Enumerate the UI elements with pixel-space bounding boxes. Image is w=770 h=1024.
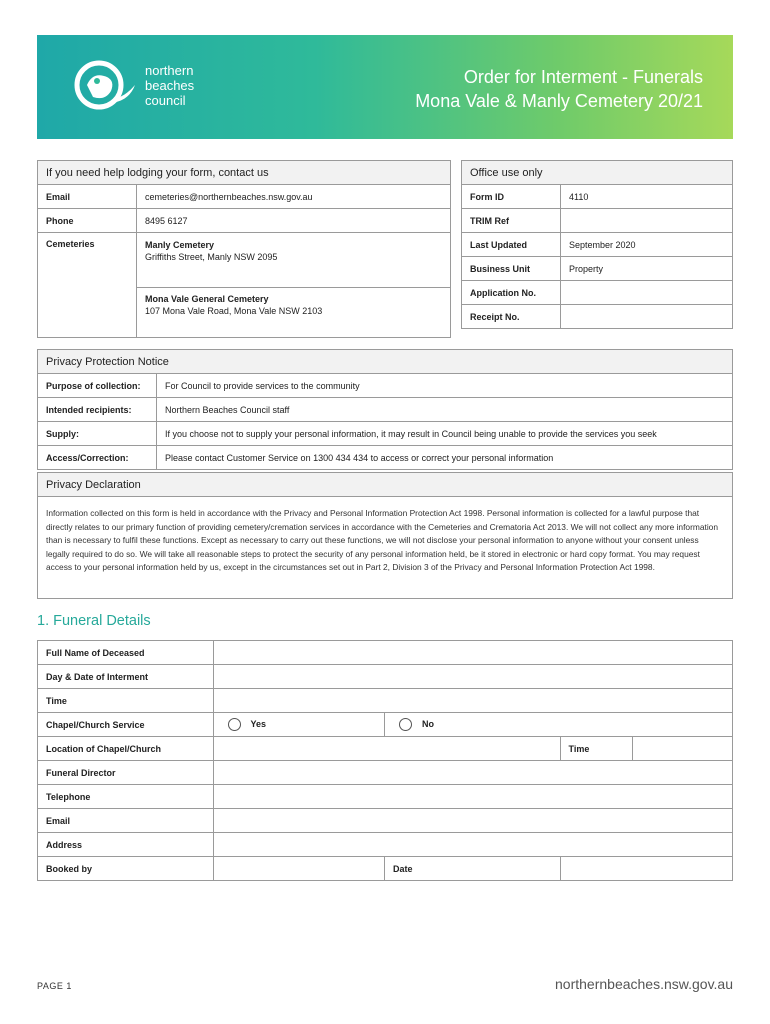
funeral-director-label: Funeral Director [38,761,214,785]
chapel-time-label: Time [560,737,633,761]
telephone-field[interactable] [213,785,732,809]
office-label: Business Unit [462,257,561,281]
chapel-yes-option[interactable]: Yes [213,713,384,737]
address-label: Address [38,833,214,857]
chapel-location-field[interactable] [213,737,560,761]
office-use-heading: Office use only [462,161,733,185]
privacy-label: Supply: [38,422,157,446]
funeral-details-table [37,640,733,881]
cemeteries-label: Cemeteries [38,233,137,338]
privacy-label: Purpose of collection: [38,374,157,398]
full-name-field[interactable] [213,641,732,665]
office-value [561,209,733,233]
time-label: Time [38,689,214,713]
office-label: TRIM Ref [462,209,561,233]
office-label: Form ID [462,185,561,209]
phone-value: 8495 6127 [137,209,451,233]
contact-heading: If you need help lodging your form, contact us [38,161,451,185]
chapel-time-field[interactable] [633,737,733,761]
date-label: Date [384,857,560,881]
office-value: September 2020 [561,233,733,257]
address-field[interactable] [213,833,732,857]
privacy-notice-heading: Privacy Protection Notice [38,350,733,374]
phone-label: Phone [38,209,137,233]
date-field[interactable] [560,857,733,881]
funeral-director-field[interactable] [213,761,732,785]
office-label: Receipt No. [462,305,561,329]
form-title: Order for Interment - Funerals Mona Vale & Manly Cemetery 20/21 [415,67,703,111]
email-label: Email [38,185,137,209]
office-value: 4110 [561,185,733,209]
privacy-value: Please contact Customer Service on 1300 434 434 to access or correct your personal information [157,446,733,470]
chapel-no-option[interactable]: No [384,713,732,737]
chapel-service-label: Chapel/Church Service [38,713,214,737]
privacy-declaration-heading: Privacy Declaration [38,473,732,497]
website-link[interactable]: northernbeaches.nsw.gov.au [555,976,733,992]
funeral-details-heading: 1. Funeral Details [37,613,151,629]
yes-radio-icon[interactable] [228,718,241,731]
council-logo-text: northern beaches council [145,63,195,108]
office-use-table [461,160,733,329]
email-field[interactable] [213,809,732,833]
privacy-label: Intended recipients: [38,398,157,422]
office-value [561,281,733,305]
interment-date-label: Day & Date of Interment [38,665,214,689]
email-label: Email [38,809,214,833]
privacy-value: If you choose not to supply your personal information, it may result in Council being unable to provide the services you seek [157,422,733,446]
interment-date-field[interactable] [213,665,732,689]
booked-by-field[interactable] [213,857,384,881]
privacy-notice-table [37,349,733,470]
full-name-label: Full Name of Deceased [38,641,214,665]
time-field[interactable] [213,689,732,713]
no-radio-icon[interactable] [399,718,412,731]
cemetery-manly: Manly Cemetery Griffiths Street, Manly NSW 2095 [137,233,451,288]
cemetery-mona-vale: Mona Vale General Cemetery 107 Mona Vale Road, Mona Vale NSW 2103 [137,288,451,338]
privacy-declaration-text: Information collected on this form is held in accordance with the Privacy and Personal Information Protection Act 1998. Personal information is collected for a lawful purpose that directly relates to our primary function of providing cemetery/cremation services in accordance with the Cemeteries and Crematoria Act 2013. We will not collect any more information than is necessary to fulfil these functions. Except as necessary to carry out these functions, we will not disclose your personal information to anyone without your consent unless legally required to do so. We will take all reasonable steps to protect the security of any personal information held, be it stored in electronic or hard copy format. You may request access to your personal information held by us, except in the circumstances set out in Part 2, Division 3 of the Privacy and Personal Information Protection Act 1998. [46,508,718,572]
office-label: Application No. [462,281,561,305]
privacy-value: For Council to provide services to the community [157,374,733,398]
email-value[interactable]: cemeteries@northernbeaches.nsw.gov.au [137,185,451,209]
header-banner [37,35,733,139]
privacy-declaration [37,472,733,599]
telephone-label: Telephone [38,785,214,809]
office-value [561,305,733,329]
council-logo-icon [69,55,139,115]
office-value: Property [561,257,733,281]
office-label: Last Updated [462,233,561,257]
booked-by-label: Booked by [38,857,214,881]
page-number: PAGE 1 [37,981,72,991]
privacy-label: Access/Correction: [38,446,157,470]
contact-table [37,160,451,338]
chapel-location-label: Location of Chapel/Church [38,737,214,761]
privacy-value: Northern Beaches Council staff [157,398,733,422]
